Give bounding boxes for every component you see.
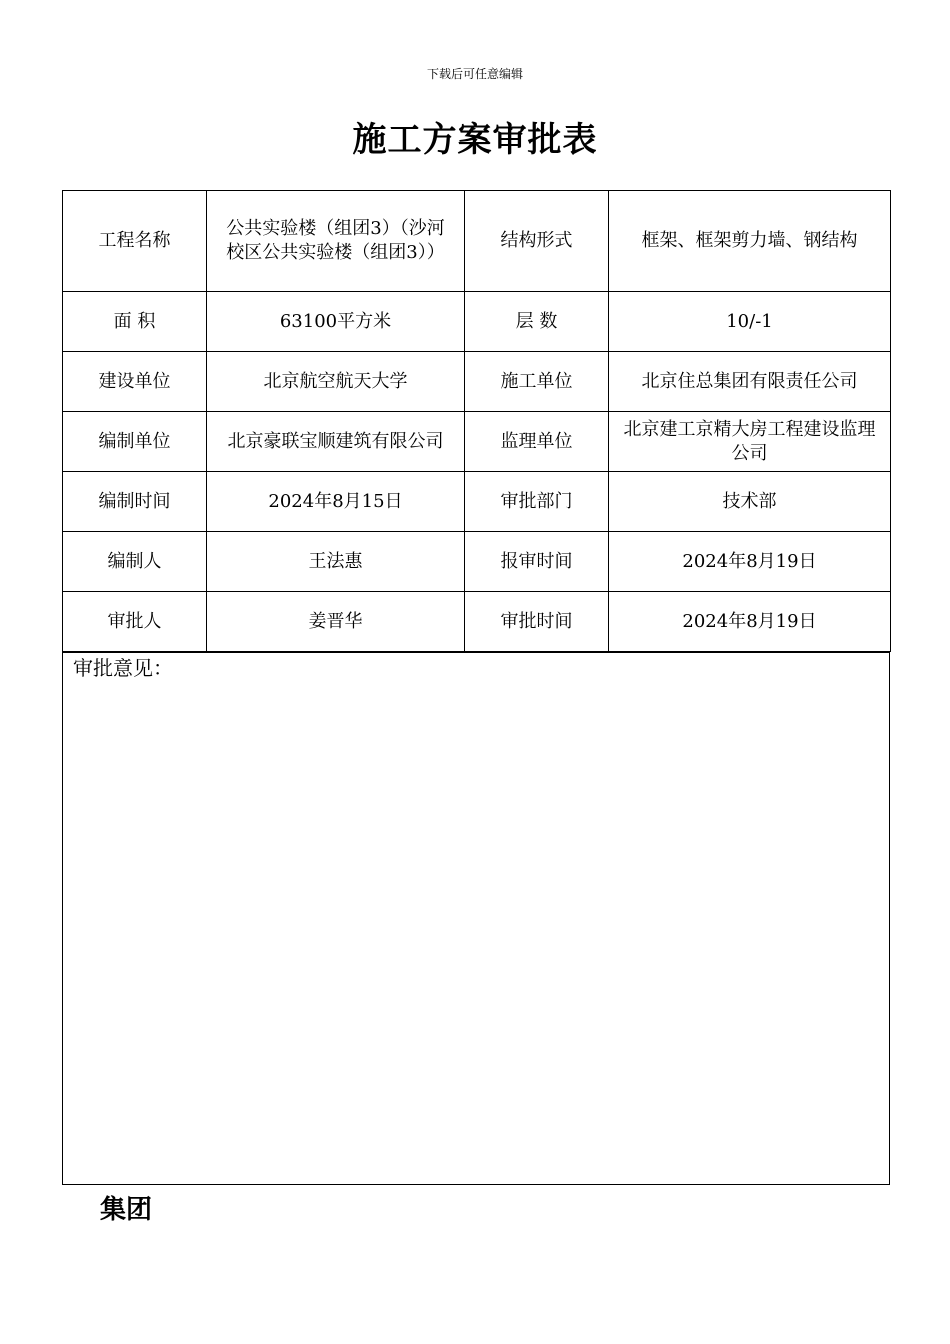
table-row [63,352,891,412]
area-label: 面 积 [63,292,207,352]
preparer-org-value: 北京豪联宝顺建筑有限公司 [207,412,465,472]
table-row [63,292,891,352]
table-row [63,412,891,472]
approver-label: 审批人 [63,592,207,652]
project-name-label: 工程名称 [63,191,207,292]
project-name-value: 公共实验楼（组团3）（沙河 校区公共实验楼（组团3）） [207,191,465,292]
approval-dept-label: 审批部门 [465,472,609,532]
floors-value: 10/-1 [609,292,891,352]
approval-comments-label: 审批意见： [73,656,173,680]
submit-date-label: 报审时间 [465,532,609,592]
table-row [63,472,891,532]
preparer-org-label: 编制单位 [63,412,207,472]
preparer-label: 编制人 [63,532,207,592]
preparer-value: 王法惠 [207,532,465,592]
owner-label: 建设单位 [63,352,207,412]
supervisor-label: 监理单位 [465,412,609,472]
table-row [63,191,891,292]
contractor-value: 北京住总集团有限责任公司 [609,352,891,412]
prepare-date-value: 2024年8月15日 [207,472,465,532]
approval-table [62,190,891,652]
table-row [63,592,891,652]
approval-date-label: 审批时间 [465,592,609,652]
table-row [63,532,891,592]
area-value: 63100平方米 [207,292,465,352]
owner-value: 北京航空航天大学 [207,352,465,412]
document-title: 施工方案审批表 [352,120,598,160]
approval-dept-value: 技术部 [609,472,891,532]
structure-label: 结构形式 [465,191,609,292]
submit-date-value: 2024年8月19日 [609,532,891,592]
approval-date-value: 2024年8月19日 [609,592,891,652]
header-note: 下载后可任意编辑 [426,67,523,81]
supervisor-value: 北京建工京精大房工程建设监理公司 [609,412,891,472]
contractor-label: 施工单位 [465,352,609,412]
floors-label: 层 数 [465,292,609,352]
structure-value: 框架、框架剪力墙、钢结构 [609,191,891,292]
prepare-date-label: 编制时间 [63,472,207,532]
footer-text: 集团 [100,1195,153,1225]
approver-value: 姜晋华 [207,592,465,652]
approval-comments-box [62,652,890,1185]
